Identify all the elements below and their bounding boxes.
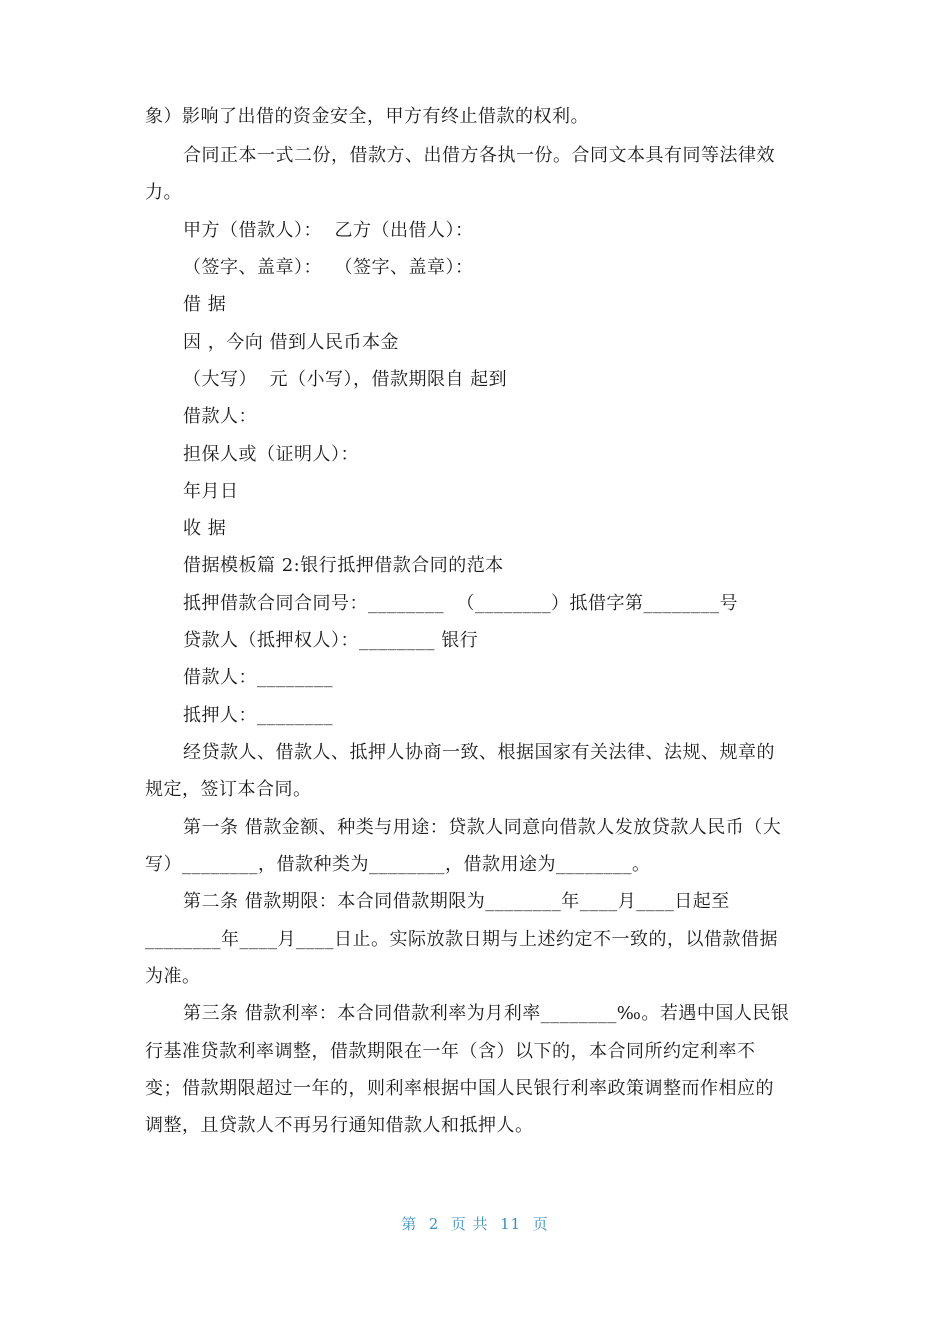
clause-line: 行基准贷款利率调整，借款期限在一年（含）以下的，本合同所约定利率不 bbox=[145, 1041, 756, 1062]
form-field-line: 抵押借款合同合同号：________ （________）抵借字第________号 bbox=[183, 593, 738, 614]
paragraph-line: 规定，签订本合同。 bbox=[145, 779, 312, 800]
clause-line: 写）________，借款种类为________，借款用途为________。 bbox=[145, 854, 651, 875]
paragraph-line: 因 ，今向 借到人民币本金 bbox=[183, 332, 399, 353]
signature-party-line: 甲方（借款人）： 乙方（出借人）： bbox=[183, 220, 474, 241]
clause-line: 变；借款期限超过一年的，则利率根据中国人民银行利率政策调整而作相应的 bbox=[145, 1078, 774, 1099]
clause-line: ________年____月____日止。实际放款日期与上述约定不一致的，以借款借据 bbox=[145, 929, 778, 950]
section-heading: 借 据 bbox=[183, 294, 227, 315]
page-number-footer: 第 2 页 共 11 页 bbox=[401, 1215, 549, 1233]
paragraph-line: 象）影响了出借的资金安全，甲方有终止借款的权利。 bbox=[145, 106, 589, 127]
section-heading: 借据模板篇 2:银行抵押借款合同的范本 bbox=[183, 555, 504, 576]
paragraph-line: 经贷款人、借款人、抵押人协商一致、根据国家有关法律、法规、规章的 bbox=[183, 742, 775, 763]
paragraph-line: 借款人： bbox=[183, 406, 257, 427]
paragraph-line: 担保人或（证明人）： bbox=[183, 444, 359, 465]
clause-line: 第二条 借款期限：本合同借款期限为________年____月____日起至 bbox=[183, 891, 730, 912]
paragraph-line: 年月日 bbox=[183, 481, 239, 502]
paragraph-line: （大写） 元（小写），借款期限自 起到 bbox=[183, 369, 508, 390]
form-field-line: 贷款人（抵押权人）：________ 银行 bbox=[183, 630, 479, 651]
clause-line: 第一条 借款金额、种类与用途：贷款人同意向借款人发放贷款人民币（大 bbox=[183, 817, 782, 838]
paragraph-line: 合同正本一式二份，借款方、出借方各执一份。合同文本具有同等法律效 bbox=[183, 145, 775, 166]
clause-line: 第三条 借款利率：本合同借款利率为月利率________‰。若遇中国人民银 bbox=[183, 1003, 790, 1024]
form-field-line: 借款人：________ bbox=[183, 667, 333, 688]
signature-stamp-line: （签字、盖章）： （签字、盖章）： bbox=[183, 257, 474, 278]
clause-line: 为准。 bbox=[145, 966, 201, 987]
clause-line: 调整，且贷款人不再另行通知借款人和抵押人。 bbox=[145, 1115, 534, 1136]
paragraph-line: 力。 bbox=[145, 182, 182, 203]
section-heading: 收 据 bbox=[183, 518, 227, 539]
form-field-line: 抵押人：________ bbox=[183, 705, 333, 726]
